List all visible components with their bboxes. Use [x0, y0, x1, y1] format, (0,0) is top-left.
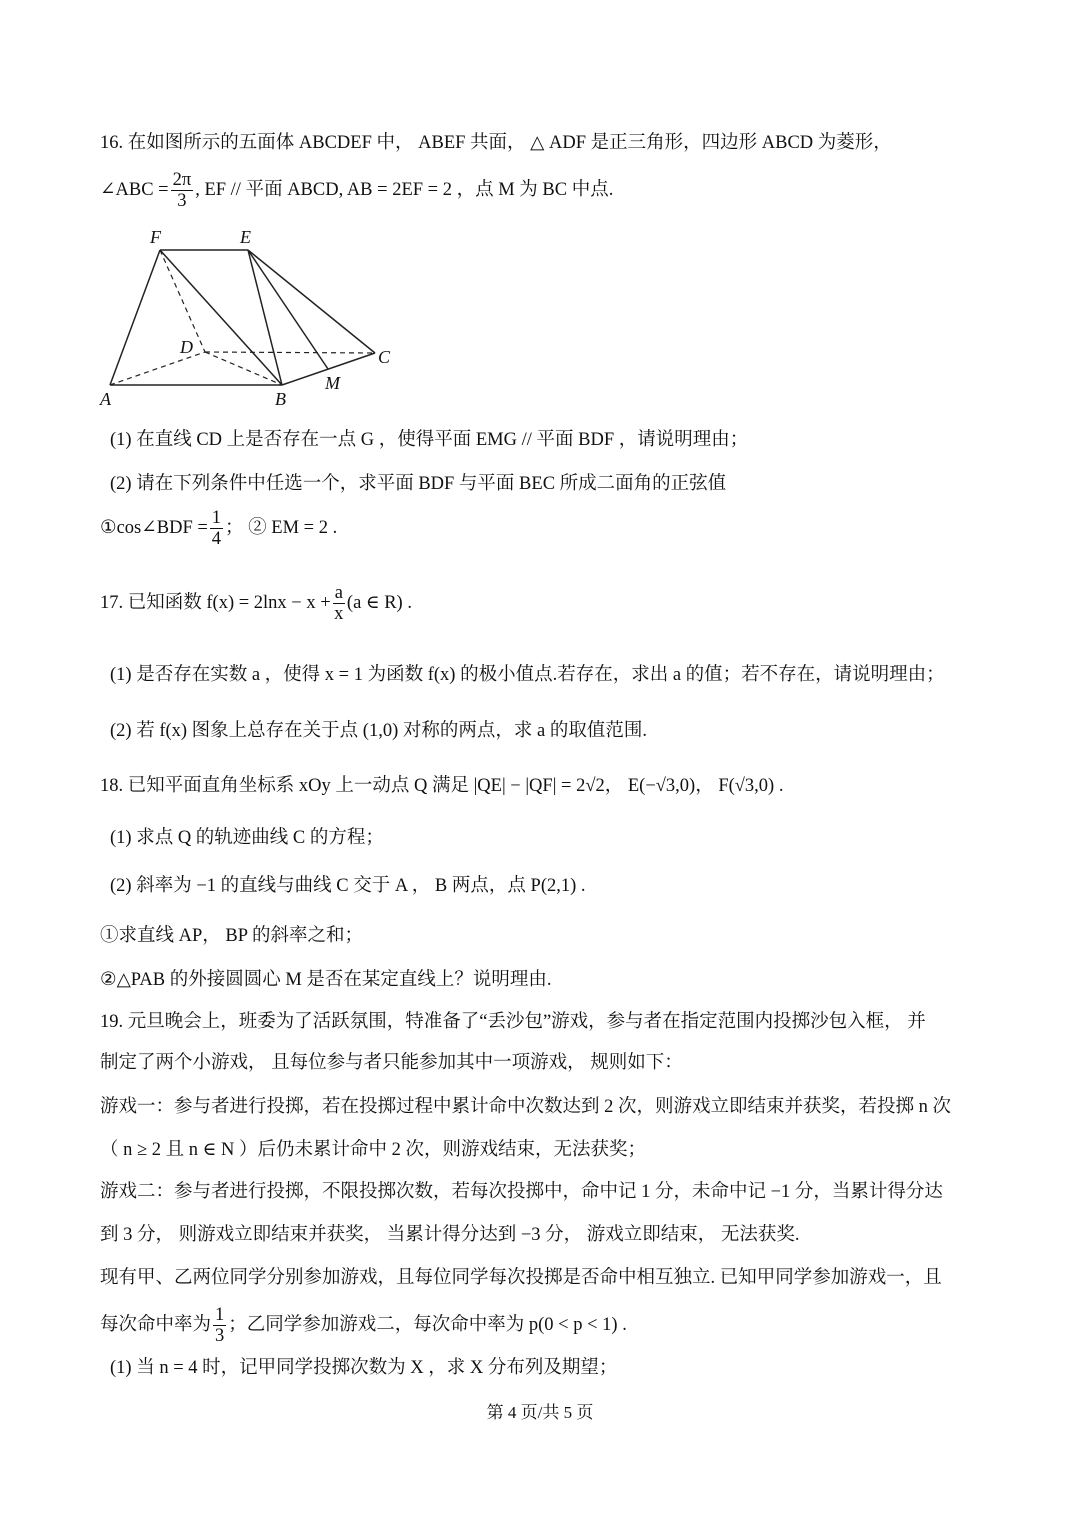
fraction — [210, 508, 223, 549]
fraction — [171, 170, 194, 211]
q16-conditions — [100, 508, 337, 549]
edge-DB — [205, 352, 282, 385]
q19-sub1: (1) 当 n = 4 时，记甲同学投掷次数为 X ，求 X 分布列及期望； — [110, 1358, 618, 1378]
domain-text: (a ∈ R) . — [346, 592, 412, 613]
q16-line1: 16. 在如图所示的五面体 ABCDEF 中， ABEF 共面， △ ADF 是正三角形，四边形 ABCD 为菱形， — [100, 133, 892, 153]
numerator: 2π — [172, 170, 192, 190]
label-A: A — [100, 389, 111, 409]
function-def: 17. 已知函数 f(x) = 2lnx − x + — [100, 592, 331, 613]
q16-line2 — [100, 170, 613, 211]
q19-line1: 19. 元旦晚会上，班委为了活跃氛围，特准备了“丢沙包”游戏，参与者在指定范围内投掷沙包入框， 并 — [100, 1012, 926, 1032]
label-E: E — [240, 227, 251, 247]
q19-line5: 游戏二：参与者进行投掷，不限投掷次数，若每次投掷中，命中记 1 分，未命中记 −1 分，当累计得分达 — [100, 1182, 943, 1202]
label-M: M — [325, 373, 340, 393]
page-footer: 第 4 页/共 5 页 — [486, 1403, 594, 1422]
edge-EB — [248, 250, 282, 385]
hit-rate-text-2: ；乙同学参加游戏二，每次命中率为 p(0 < p < 1) . — [228, 1314, 627, 1335]
q17-sub1: (1) 是否存在实数 a ，使得 x = 1 为函数 f(x) 的极小值点.若存在，求出 a 的值；若不存在，请说明理由； — [110, 665, 945, 685]
fraction — [333, 583, 345, 624]
q18-line: 18. 已知平面直角坐标系 xOy 上一动点 Q 满足 |QE| − |QF| = 2√2， E(−√3,0)， F(√3,0) . — [100, 776, 784, 796]
q18-item2: ②△PAB 的外接圆圆心 M 是否在某定直线上？说明理由. — [100, 970, 552, 990]
q19-line3: 游戏一：参与者进行投掷，若在投掷过程中累计命中次数达到 2 次，则游戏立即结束并获奖，若投掷 n 次 — [100, 1097, 952, 1117]
numerator: a — [334, 583, 343, 603]
edge-DC — [205, 352, 375, 353]
q18-sub1: (1) 求点 Q 的轨迹曲线 C 的方程； — [110, 828, 384, 848]
q16-sub1: (1) 在直线 CD 上是否存在一点 G ，使得平面 EMG // 平面 BDF ，请说明理由； — [110, 430, 749, 450]
edge-EM — [248, 250, 328, 369]
condition-text: , EF // 平面 ABCD, AB = 2EF = 2 ，点 M 为 BC 中点. — [195, 179, 614, 200]
q18-item1: ①求直线 AP， BP 的斜率之和； — [100, 926, 363, 946]
q19-line8 — [100, 1305, 627, 1346]
q19-line6: 到 3 分， 则游戏立即结束并获奖， 当累计得分达到 −3 分， 游戏立即结束， 无法获奖. — [100, 1225, 800, 1245]
edge-FA — [110, 250, 160, 385]
q19-line2: 制定了两个小游戏， 且每位参与者只能参加其中一项游戏， 规则如下： — [100, 1053, 683, 1073]
q19-line4: （ n ≥ 2 且 n ∈ N ）后仍未累计命中 2 次，则游戏结束，无法获奖； — [100, 1140, 646, 1160]
label-F: F — [150, 227, 161, 247]
q17-sub2: (2) 若 f(x) 图象上总存在关于点 (1,0) 对称的两点，求 a 的取值范围. — [110, 721, 647, 741]
numerator: 1 — [215, 1305, 225, 1325]
q18-sub2: (2) 斜率为 −1 的直线与曲线 C 交于 A ， B 两点，点 P(2,1) . — [110, 876, 586, 896]
q19-line7: 现有甲、乙两位同学分别参加游戏，且每位同学每次投掷是否命中相互独立. 已知甲同学参加游戏一，且 — [100, 1268, 942, 1288]
denominator: 4 — [211, 529, 222, 549]
edge-FB — [160, 250, 282, 385]
label-D: D — [180, 337, 193, 357]
condition-1: ①cos∠BDF = — [100, 517, 208, 538]
denominator: 3 — [215, 1326, 225, 1346]
label-C: C — [378, 347, 391, 367]
edge-EC — [248, 250, 375, 353]
label-B: B — [275, 389, 286, 409]
denominator: 3 — [177, 191, 187, 211]
numerator: 1 — [211, 508, 222, 528]
fraction — [213, 1305, 226, 1346]
hit-rate-text: 每次命中率为 — [100, 1314, 212, 1335]
denominator: x — [334, 604, 344, 624]
angle-expr: ∠ABC = — [100, 179, 169, 200]
q16-sub2: (2) 请在下列条件中任选一个，求平面 BDF 与平面 BEC 所成二面角的正弦值 — [110, 474, 727, 494]
pentahedron-diagram — [95, 225, 405, 415]
condition-2: ； ② EM = 2 . — [225, 517, 338, 538]
q17-line — [100, 583, 412, 624]
